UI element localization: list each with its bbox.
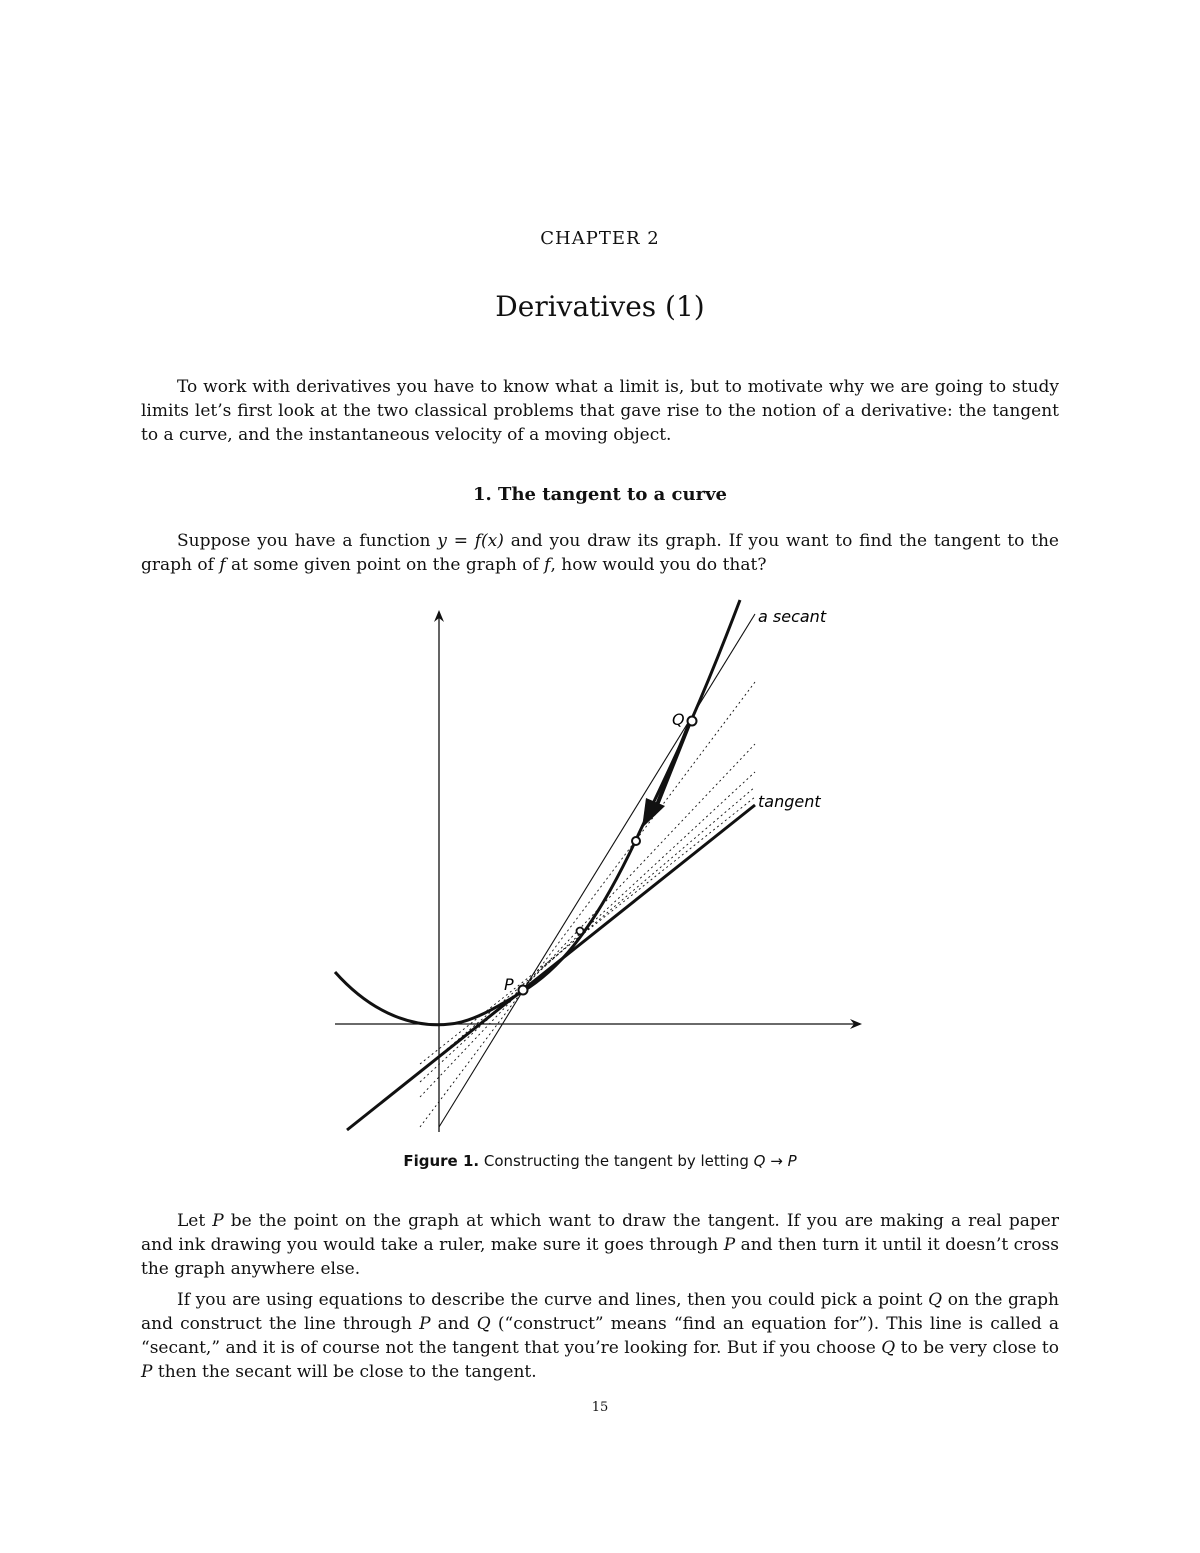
point-q — [688, 717, 697, 726]
page-number: 15 — [591, 1400, 609, 1415]
point-q-label: Q — [672, 710, 685, 729]
section-heading: 1. The tangent to a curve — [473, 484, 727, 505]
intro-paragraph: To work with derivatives you have to know what a limit is, but to motivate why we are going to study limits let’s first look at the two classical problems that gave rise to the notion of a derivative: the tangent to a curve, and the instantaneous velocity of a moving object. — [141, 377, 1059, 445]
paragraph-3: If you are using equations to describe the curve and lines, then you could pick a point Q on the graph and construct the line through P and Q (“construct” means “find an equation for”). This line is called a “secant,” and it is of course not the tangent that you’re looking for. But if you choose Q to be very close to P then the secant will be close to the tangent. — [141, 1290, 1059, 1382]
intermediate-point — [632, 837, 640, 845]
dotted-secant-line — [420, 682, 755, 1127]
intermediate-point — [577, 928, 584, 935]
figure-svg — [300, 592, 900, 1142]
paragraph-2: Let P be the point on the graph at which want to draw the tangent. If you are making a real paper and ink drawing you would take a ruler, make sure it goes through P and then turn it until it doesn’t cross the graph anywhere else. — [141, 1211, 1059, 1279]
figure-caption: Figure 1. Constructing the tangent by letting Q → P — [403, 1152, 797, 1170]
tangent-label: tangent — [758, 792, 821, 811]
approach-arrowhead — [642, 798, 665, 828]
approach-arrow — [655, 722, 690, 810]
dotted-secant-line — [420, 744, 755, 1097]
secant-line — [439, 614, 755, 1127]
tangent-figure — [300, 592, 900, 1142]
function-curve — [335, 600, 740, 1025]
point-p — [519, 986, 528, 995]
section-paragraph: Suppose you have a function y = f(x) and you draw its graph. If you want to find the tangent to the graph of f at some given point on the graph of f, how would you do that? — [141, 531, 1059, 575]
chapter-label: CHAPTER 2 — [540, 228, 660, 249]
secant-label: a secant — [758, 607, 827, 626]
tangent-line — [347, 805, 755, 1130]
point-p-label: P — [504, 975, 514, 994]
chapter-title: Derivatives (1) — [495, 290, 705, 323]
